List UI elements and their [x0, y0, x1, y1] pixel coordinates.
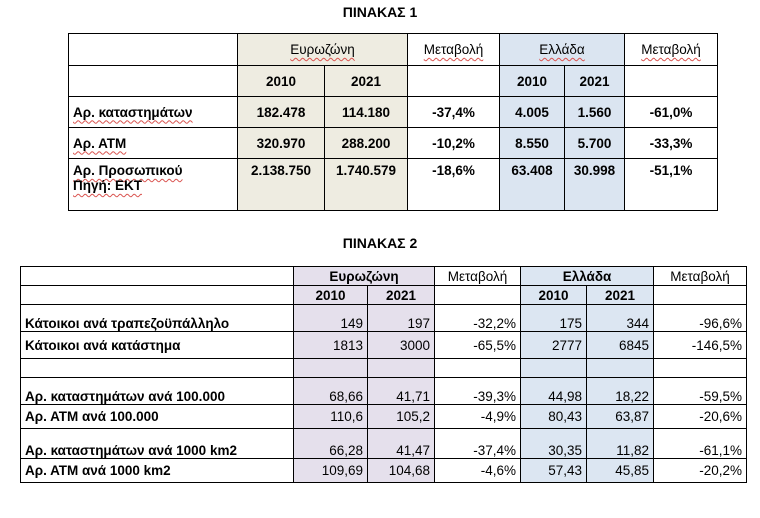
table1-year-change2: [625, 66, 718, 97]
cell-ez-change: -37,4%: [435, 429, 521, 459]
empty-cell: [21, 359, 294, 378]
table-row: [69, 159, 718, 211]
cell-gr2021: 63,87: [587, 405, 654, 429]
table2-title: ΠΙΝΑΚΑΣ 2: [342, 235, 418, 251]
table1-year-gr2021: 2021: [565, 66, 625, 97]
table2-group-greece: Ελλάδα: [521, 267, 654, 286]
table2-group-eurozone: Ευρωζώνη: [294, 267, 435, 286]
cell-gr2010: 30,35: [521, 429, 587, 459]
cell-ez-change: -10,2%: [408, 128, 500, 159]
table1-source: Πηγή: ΕΚΤ: [73, 178, 142, 193]
table2-group-change: Μεταβολή: [435, 267, 521, 286]
cell-gr2010: 44,98: [521, 378, 587, 405]
table2-year-ez2010: 2010: [294, 286, 368, 305]
table2: [20, 266, 747, 483]
cell-gr2010: 80,43: [521, 405, 587, 429]
table-row: [21, 429, 747, 459]
cell-ez2021: 197: [368, 305, 435, 332]
table2-group-change2: Μεταβολή: [654, 267, 747, 286]
table-row: [69, 128, 718, 159]
row-label: Κάτοικοι ανά τραπεζοϋπάλληλο: [21, 305, 294, 332]
cell-ez2010: 66,28: [294, 429, 368, 459]
row-label: Αρ. Προσωπικού Πηγή: ΕΚΤ: [69, 159, 238, 211]
table1-corner: [69, 34, 238, 66]
cell-gr2010: 8.550: [500, 128, 565, 159]
row-label: Αρ. καταστημάτων: [69, 97, 238, 128]
table2-year-change: [435, 286, 521, 305]
row-label: Αρ. ΑΤΜ ανά 1000 km2: [21, 459, 294, 483]
cell-ez2010: 109,69: [294, 459, 368, 483]
cell-gr2021: 45,85: [587, 459, 654, 483]
cell-ez2021: 41,47: [368, 429, 435, 459]
table2-year-label: [21, 286, 294, 305]
cell-ez2010: 149: [294, 305, 368, 332]
cell-ez2021: 104,68: [368, 459, 435, 483]
row-label: Αρ. καταστημάτων ανά 100.000: [21, 378, 294, 405]
table2-year-gr2010: 2010: [521, 286, 587, 305]
table2-year-ez2021: 2021: [368, 286, 435, 305]
table1-year-change: [408, 66, 500, 97]
table-row: [21, 378, 747, 405]
table2-corner: [21, 267, 294, 286]
cell-ez-change: -39,3%: [435, 378, 521, 405]
cell-gr2021: 30.998: [565, 159, 625, 211]
empty-cell: [587, 359, 654, 378]
table2-year-gr2021: 2021: [587, 286, 654, 305]
table1-group-eurozone: Ευρωζώνη: [238, 34, 408, 66]
cell-gr-change: -96,6%: [654, 305, 747, 332]
table1-group-change: Μεταβολή: [408, 34, 500, 66]
empty-cell: [368, 359, 435, 378]
table-row: [21, 332, 747, 359]
table-row: [21, 459, 747, 483]
cell-gr2021: 5.700: [565, 128, 625, 159]
table-row-empty: [21, 359, 747, 378]
table2-year-change2: [654, 286, 747, 305]
table1-group-change2: Μεταβολή: [625, 34, 718, 66]
cell-gr-change: -61,0%: [625, 97, 718, 128]
cell-gr-change: -20,2%: [654, 459, 747, 483]
cell-ez2021: 114.180: [325, 97, 408, 128]
table1-group-greece: Ελλάδα: [500, 34, 625, 66]
cell-gr2010: 4.005: [500, 97, 565, 128]
table-row: [69, 97, 718, 128]
cell-gr2010: 57,43: [521, 459, 587, 483]
table1: [68, 33, 718, 211]
cell-ez-change: -32,2%: [435, 305, 521, 332]
table1-year-ez2021: 2021: [325, 66, 408, 97]
cell-ez-change: -18,6%: [408, 159, 500, 211]
cell-ez-change: -4,6%: [435, 459, 521, 483]
cell-ez2010: 2.138.750: [238, 159, 325, 211]
cell-gr2021: 1.560: [565, 97, 625, 128]
cell-gr2021: 11,82: [587, 429, 654, 459]
cell-gr-change: -20,6%: [654, 405, 747, 429]
cell-ez2010: 110,6: [294, 405, 368, 429]
cell-ez-change: -65,5%: [435, 332, 521, 359]
empty-cell: [435, 359, 521, 378]
cell-gr-change: -59,5%: [654, 378, 747, 405]
cell-ez2010: 1813: [294, 332, 368, 359]
table1-year-label: [69, 66, 238, 97]
cell-gr2021: 6845: [587, 332, 654, 359]
table1-title: ΠΙΝΑΚΑΣ 1: [342, 4, 418, 20]
cell-gr-change: -33,3%: [625, 128, 718, 159]
row-label: Αρ. καταστημάτων ανά 1000 km2: [21, 429, 294, 459]
empty-cell: [294, 359, 368, 378]
cell-ez2021: 3000: [368, 332, 435, 359]
cell-ez2021: 105,2: [368, 405, 435, 429]
cell-gr2010: 175: [521, 305, 587, 332]
cell-ez-change: -37,4%: [408, 97, 500, 128]
cell-ez2021: 1.740.579: [325, 159, 408, 211]
cell-ez2010: 68,66: [294, 378, 368, 405]
cell-gr2010: 63.408: [500, 159, 565, 211]
cell-gr-change: -146,5%: [654, 332, 747, 359]
cell-gr2021: 344: [587, 305, 654, 332]
cell-ez-change: -4,9%: [435, 405, 521, 429]
cell-ez2010: 320.970: [238, 128, 325, 159]
table-row: [21, 305, 747, 332]
empty-cell: [521, 359, 587, 378]
table-row: [21, 405, 747, 429]
table1-year-gr2010: 2010: [500, 66, 565, 97]
cell-gr-change: -61,1%: [654, 429, 747, 459]
row-label: Αρ. ΑΤΜ: [69, 128, 238, 159]
cell-gr-change: -51,1%: [625, 159, 718, 211]
cell-gr2010: 2777: [521, 332, 587, 359]
row-label: Κάτοικοι ανά κατάστημα: [21, 332, 294, 359]
empty-cell: [654, 359, 747, 378]
cell-ez2021: 288.200: [325, 128, 408, 159]
table1-year-ez2010: 2010: [238, 66, 325, 97]
cell-gr2021: 18,22: [587, 378, 654, 405]
cell-ez2010: 182.478: [238, 97, 325, 128]
row-label: Αρ. ΑΤΜ ανά 100.000: [21, 405, 294, 429]
cell-ez2021: 41,71: [368, 378, 435, 405]
